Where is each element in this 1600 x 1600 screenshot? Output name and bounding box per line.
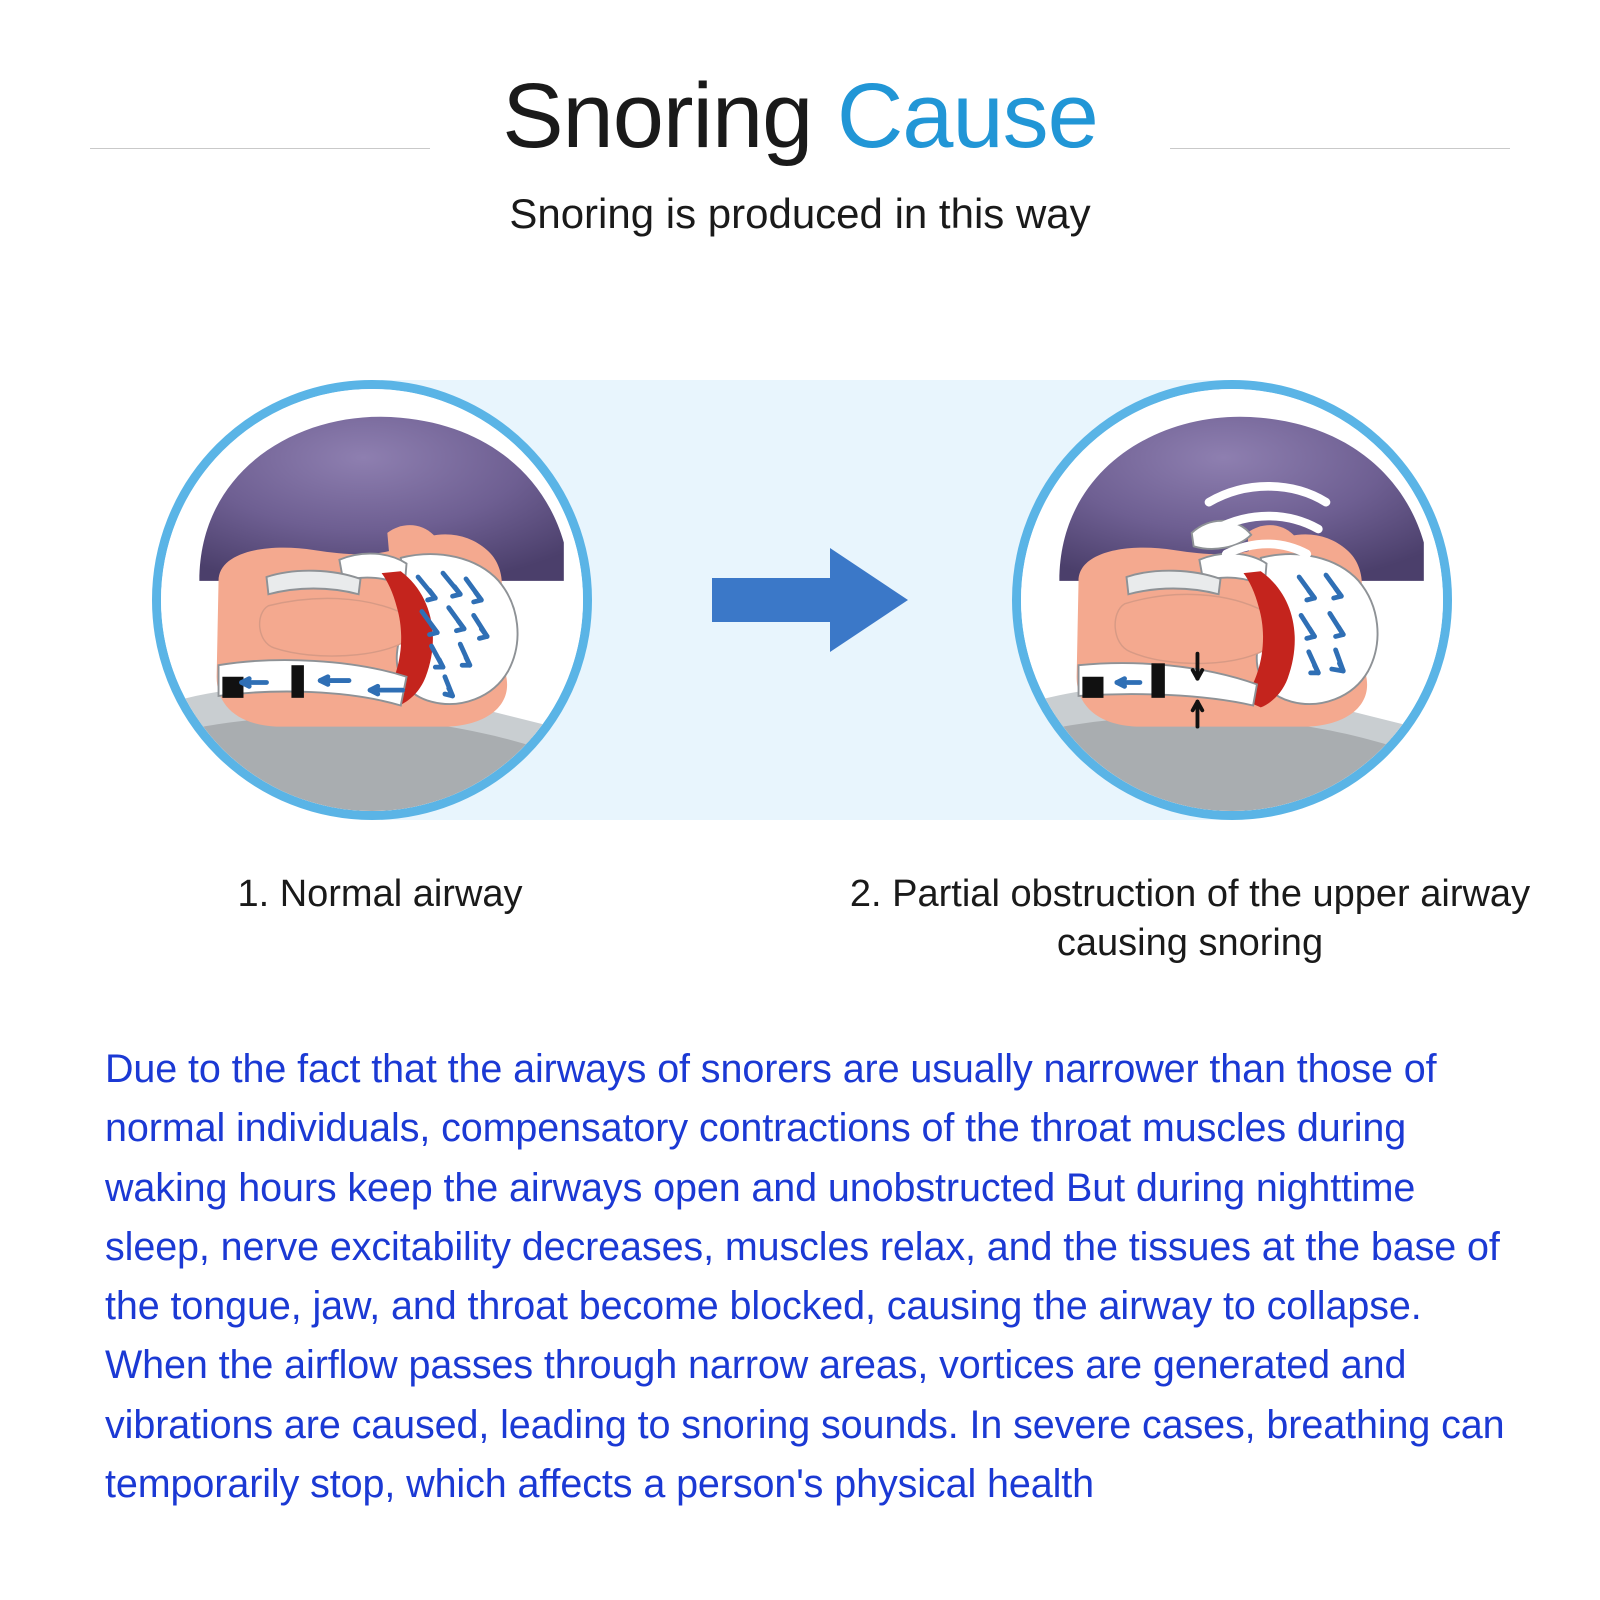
caption-normal-airway: 1. Normal airway: [237, 873, 523, 915]
title-divider-left: [90, 148, 430, 149]
figure-captions: [0, 870, 1600, 1000]
page-title-primary: Snoring: [502, 65, 813, 167]
normal-airway-illustration: [161, 389, 583, 811]
obstructed-airway-illustration: [1021, 389, 1443, 811]
description-paragraph: Due to the fact that the airways of snorers are usually narrower than those of normal individuals, compensatory contractions of the throat muscles during waking hours keep the airways open and unobstructed But during nighttime sleep, nerve excitability decreases, muscles relax, and the tissues at the base of the tongue, jaw, and throat become blocked, causing the airway to collapse. When the airflow passes through narrow areas, vortices are generated and vibrations are caused, leading to snoring sounds. In severe cases, breathing can temporarily stop, which affects a person's physical health: [105, 1047, 1505, 1506]
page-header: [0, 0, 1600, 238]
figure-band: [152, 380, 1452, 820]
title-divider-right: [1170, 148, 1510, 149]
page-title-accent: Cause: [836, 65, 1098, 167]
progression-arrow: [712, 540, 912, 660]
figure-panel-obstructed-airway: [1012, 380, 1452, 820]
figure-panel-normal-airway: [152, 380, 592, 820]
caption-obstructed-airway: 2. Partial obstruction of the upper airway causing snoring: [849, 873, 1531, 964]
right-arrow-icon: [712, 540, 912, 660]
page-subtitle: Snoring is produced in this way: [509, 190, 1091, 237]
